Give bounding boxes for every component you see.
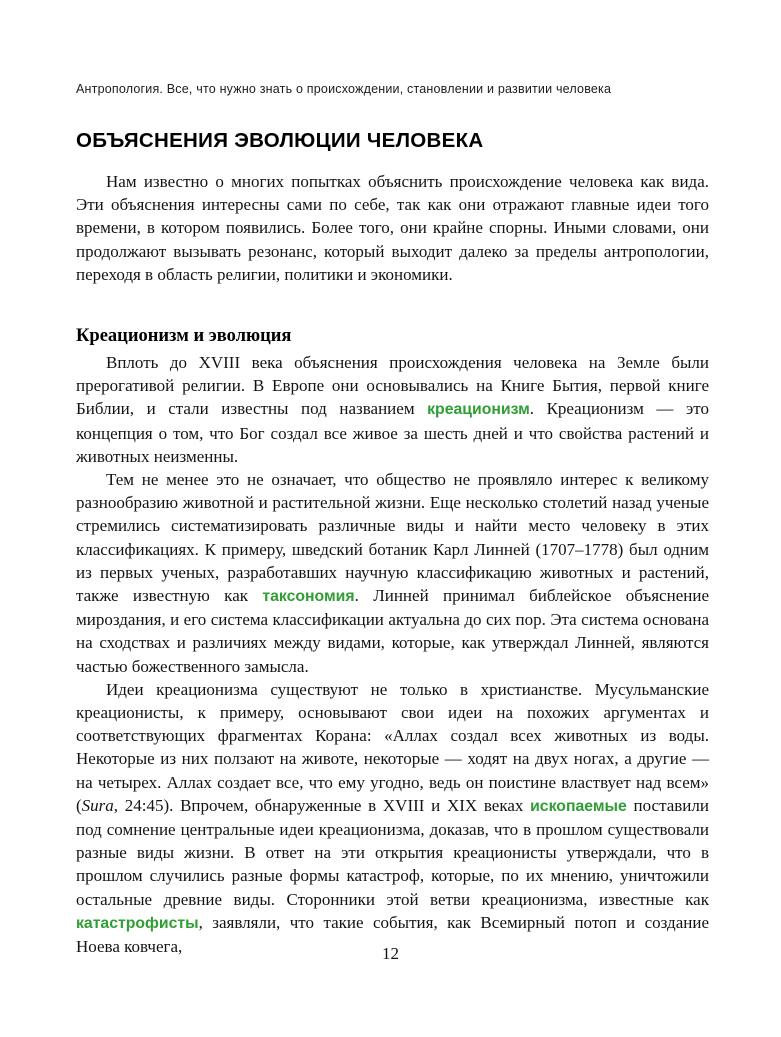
text-segment: , заявляли, что такие события, как Всемирный потоп и создание Ноева ковчега, (76, 912, 709, 957)
text-segment: поставили под сомнение центральные идеи креационизма, доказав, что в прошлом существовали разные виды жизни. В ответ на эти открытия креационисты утверждали, что в прошлом случились разные формы катастроф, которые, по их мнению, уничтожили остальные древние виды. Сторонники этой ветви креационизма, известные как (76, 795, 709, 909)
paragraph (76, 678, 709, 958)
section-heading: Креационизм и эволюция (76, 326, 292, 347)
intro-paragraphs (76, 170, 709, 286)
highlighted-term: креационизм (427, 401, 530, 419)
paragraph (76, 468, 709, 678)
text-segment: Идеи креационизма существуют не только в христианстве. Мусульманские креационисты, к примеру, основывают свои идеи на похожих аргументах и соответствующих фрагментах Корана: «Аллах создал всех животных из воды. Некоторые из них ползают на животе, некоторые — ходят на двух ногах, а другие — на четырех. Аллах создает все, что ему угодно, ведь он поистине властвует над всем» ( (76, 679, 709, 815)
paragraph (76, 170, 709, 286)
page-number: 12 (382, 944, 399, 963)
text-segment: . Линней принимал библейское объяснение мироздания, и его система классификации актуальна до сих пор. Эта система основана на сходствах и различиях между видами, которые, как утверждал Линней, являются частью божественного замысла. (76, 586, 709, 676)
chapter-title: ОБЪЯСНЕНИЯ ЭВОЛЮЦИИ ЧЕЛОВЕКА (76, 129, 484, 152)
section-paragraphs (76, 351, 709, 958)
paragraph (76, 351, 709, 468)
text-segment: Тем не менее это не означает, что общество не проявляло интерес к великому разнообразию животной и растительной жизни. Еще несколько столетий назад ученые стремились систематизировать различные виды и найти место человеку в этих классификациях. К примеру, шведский ботаник Карл Линней (1707–1778) был одним из первых ученых, разработавших научную классификацию животных и растений, также известную как (76, 470, 709, 606)
running-head: Антропология. Все, что нужно знать о происхождении, становлении и развитии человека (76, 82, 612, 96)
text-segment: , 24:45). Впрочем, обнаруженные в XVIII и XIX веках (113, 795, 531, 815)
italic-text: Sura (81, 795, 114, 815)
text-segment: . Креационизм — это концепция о том, что Бог создал все живое за шесть дней и что свойства растений и животных неизменны. (76, 399, 709, 466)
highlighted-term: катастрофисты (76, 914, 199, 932)
text-segment: Вплоть до XVIII века объяснения происхождения человека на Земле были прерогативой религии. В Европе они основывались на Книге Бытия, первой книге Библии, и стали известны под названием (76, 353, 709, 419)
text-segment: Нам известно о многих попытках объяснить происхождение человека как вида. Эти объяснения интересны сами по себе, так как они отражают главные идеи того времени, в котором появились. Более того, они крайне спорны. Иными словами, они продолжают вызывать резонанс, который выходит далеко за пределы антропологии, переходя в область религии, политики и экономики. (76, 172, 709, 284)
highlighted-term: ископаемые (530, 797, 627, 815)
highlighted-term: таксономия (262, 588, 355, 606)
